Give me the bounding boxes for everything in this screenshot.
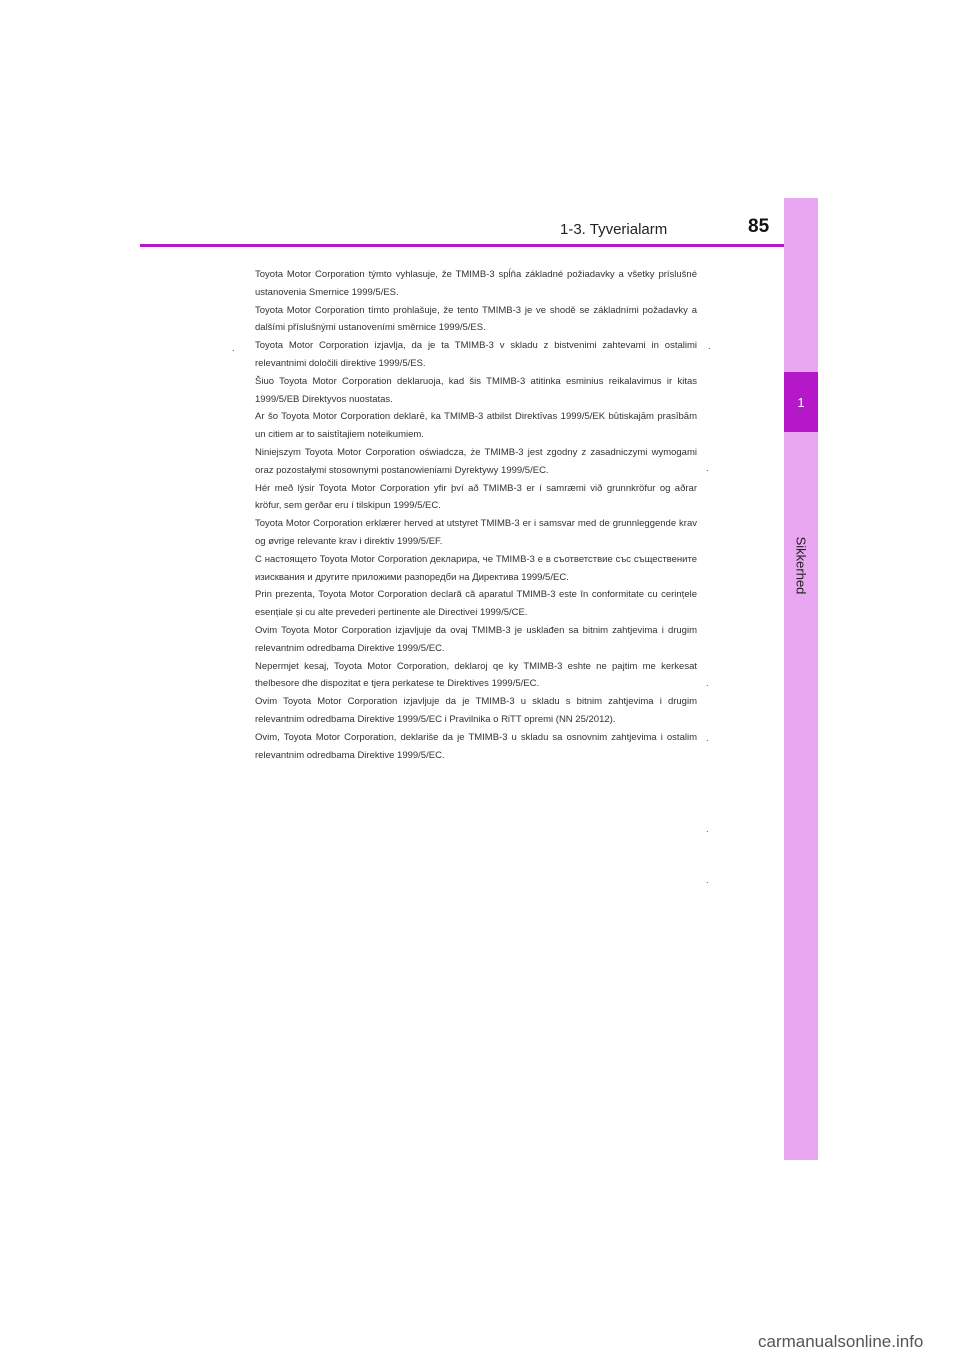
paragraph: Ovim Toyota Motor Corporation izjavljuje da je TMIMB-3 u skladu s bitnim zahtjevima i drugim relevantnim odredbama Direktive 1999/5/EC i Pravilnika o RiTT opremi (NN 25/2012).	[255, 696, 697, 725]
watermark: carmanualsonline.info	[758, 1332, 924, 1351]
page-number: 85	[748, 216, 770, 237]
paragraph: Toyota Motor Corporation erklærer herved at utstyret TMIMB-3 er i samsvar med de grunnleggende krav og øvrige relevante krav i direktiv 1999/5/EF.	[255, 518, 697, 547]
paragraph: Hér með lýsir Toyota Motor Corporation yfir því að TMIMB-3 er í samræmi við grunnkröfur og aðrar kröfur, sem gerðar eru í tilskipun 1999/5/EC.	[255, 482, 697, 512]
page-header-title: 1-3. Tyverialarm	[560, 221, 668, 238]
paragraph: Niniejszym Toyota Motor Corporation oświadcza, że TMIMB-3 jest zgodny z zasadniczymi wymogami oraz pozostałymi stosownymi postanowieniami Dyrektywy 1999/5/EC.	[255, 446, 697, 476]
margin-mark: .	[706, 678, 709, 688]
paragraph: Ovim Toyota Motor Corporation izjavljuje da ovaj TMIMB-3 je usklađen sa bitnim zahtjevima i drugim relevantnim odredbama Direktive 1999/5/EC.	[255, 624, 697, 654]
side-tab	[784, 198, 818, 1160]
chapter-label: Sikkerhed	[793, 536, 809, 594]
paragraph: Nepermjet kesaj, Toyota Motor Corporation, deklaroj qe ky TMIMB-3 eshte ne pajtim me kerkesat thelbesore dhe dispozitat e tjera perkatese te Direktives 1999/5/EC.	[255, 660, 697, 690]
margin-mark: .	[706, 824, 709, 834]
paragraph: Prin prezenta, Toyota Motor Corporation declară că aparatul TMIMB-3 este în conformitate cu cerințele esențiale și cu alte prevederi pertinente ale Directivei 1999/5/CE.	[255, 589, 697, 619]
paragraph: Ar šo Toyota Motor Corporation deklarē, ka TMIMB-3 atbilst Direktīvas 1999/5/EK būtiskajām prasībām un citiem ar to saistītajiem noteikumiem.	[255, 411, 697, 441]
paragraph: Toyota Motor Corporation izjavlja, da je ta TMIMB-3 v skladu z bistvenimi zahtevami in ostalimi relevantnimi določili direktive 1999/5/ES.	[255, 340, 697, 369]
margin-mark: .	[708, 341, 711, 351]
margin-mark: .	[706, 875, 709, 885]
header-rule	[140, 244, 784, 247]
paragraph: Toyota Motor Corporation týmto vyhlasuje, že TMIMB-3 spĺňa základné požiadavky a všetky príslušné ustanovenia Smernice 1999/5/ES.	[255, 269, 697, 298]
body-text	[255, 266, 697, 764]
margin-mark: .	[706, 463, 709, 473]
paragraph: С настоящето Toyota Motor Corporation декларира, че TMIMB-3 е в съответствие със съществените изисквания и другите приложими разпоредби на Директива 1999/5/ЕС.	[255, 553, 697, 583]
chapter-number: 1	[784, 372, 818, 432]
paragraph: Ovim, Toyota Motor Corporation, deklariše da je TMIMB-3 u skladu sa osnovnim zahtjevima i ostalim relevantnim odredbama Direktive 1999/5/EC.	[255, 731, 697, 761]
paragraph: Toyota Motor Corporation tímto prohlašuje, že tento TMIMB-3 je ve shodě se základními požadavky a dalšími příslušnými ustanoveními směrnice 1999/5/ES.	[255, 304, 697, 334]
margin-mark: .	[232, 343, 235, 353]
chapter-label-wrap	[784, 510, 818, 620]
paragraph: Šiuo Toyota Motor Corporation deklaruoja, kad šis TMIMB-3 atitinka esminius reikalavimus ir kitas 1999/5/EB Direktyvos nuostatas.	[255, 375, 697, 405]
margin-mark: .	[706, 733, 709, 743]
